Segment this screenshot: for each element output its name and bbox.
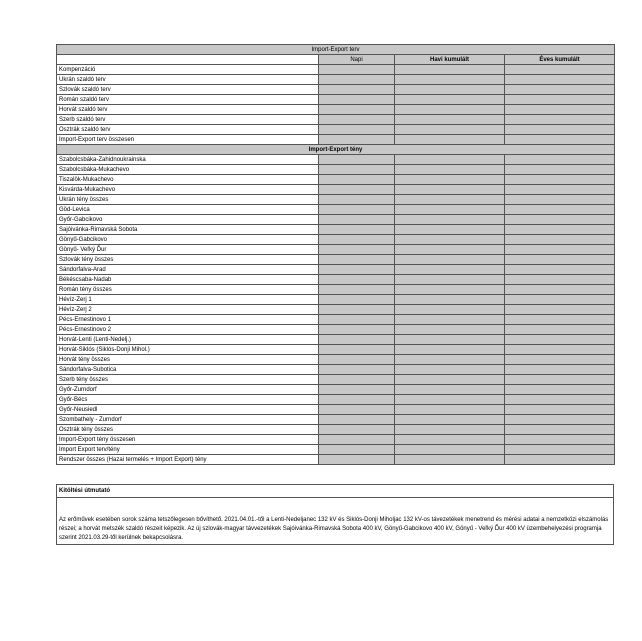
row-label: Gönyű-Gabcikovo — [57, 235, 319, 245]
daily-value-cell[interactable] — [319, 295, 395, 305]
table-row — [57, 65, 615, 75]
row-label: Hévíz-Zerj 1 — [57, 295, 319, 305]
row-label: Rendszer összes (Hazai termelés + Import Export) tény — [57, 455, 319, 465]
daily-value-cell[interactable] — [319, 65, 395, 75]
column-header-yearly: Éves kumulált — [505, 55, 615, 65]
table-row — [57, 425, 615, 435]
yearly-value-cell[interactable] — [505, 95, 615, 105]
table-row — [57, 285, 615, 295]
row-label: Ukrán tény összes — [57, 195, 319, 205]
monthly-value-cell[interactable] — [395, 375, 505, 385]
monthly-value-cell[interactable] — [395, 155, 505, 165]
row-label: Román tény összes — [57, 285, 319, 295]
daily-value-cell[interactable] — [319, 245, 395, 255]
monthly-value-cell[interactable] — [395, 335, 505, 345]
table-row — [57, 175, 615, 185]
row-label: Szombathely - Zurndorf — [57, 415, 319, 425]
yearly-value-cell[interactable] — [505, 325, 615, 335]
yearly-value-cell[interactable] — [505, 125, 615, 135]
monthly-value-cell[interactable] — [395, 135, 505, 145]
yearly-value-cell[interactable] — [505, 395, 615, 405]
table-row — [57, 355, 615, 365]
yearly-value-cell[interactable] — [505, 435, 615, 445]
monthly-value-cell[interactable] — [395, 185, 505, 195]
monthly-value-cell[interactable] — [395, 315, 505, 325]
daily-value-cell[interactable] — [319, 335, 395, 345]
row-label: Kompenzáció — [57, 65, 319, 75]
monthly-value-cell[interactable] — [395, 365, 505, 375]
yearly-value-cell[interactable] — [505, 275, 615, 285]
row-label: Sajóivánka-Rimavská Sobota — [57, 225, 319, 235]
table-row — [57, 135, 615, 145]
row-label: Sándorfalva-Subotica — [57, 365, 319, 375]
row-label: Győr-Zurndorf — [57, 385, 319, 395]
table-row — [57, 105, 615, 115]
daily-value-cell[interactable] — [319, 135, 395, 145]
yearly-value-cell[interactable] — [505, 385, 615, 395]
daily-value-cell[interactable] — [319, 195, 395, 205]
monthly-value-cell[interactable] — [395, 105, 505, 115]
row-label: Hévíz-Zerj 2 — [57, 305, 319, 315]
table-row — [57, 375, 615, 385]
yearly-value-cell[interactable] — [505, 445, 615, 455]
table-row — [57, 415, 615, 425]
yearly-value-cell[interactable] — [505, 185, 615, 195]
daily-value-cell[interactable] — [319, 75, 395, 85]
daily-value-cell[interactable] — [319, 345, 395, 355]
table-row — [57, 435, 615, 445]
monthly-value-cell[interactable] — [395, 75, 505, 85]
row-label: Szerb tény összes — [57, 375, 319, 385]
monthly-value-cell[interactable] — [395, 65, 505, 75]
row-label: Szlovák szaldó terv — [57, 85, 319, 95]
daily-value-cell[interactable] — [319, 455, 395, 465]
yearly-value-cell[interactable] — [505, 375, 615, 385]
row-label: Ukrán szaldó terv — [57, 75, 319, 85]
table-row — [57, 315, 615, 325]
table-row — [57, 165, 615, 175]
row-label: Győr-Bécs — [57, 395, 319, 405]
daily-value-cell[interactable] — [319, 365, 395, 375]
section-title: Import-Export tény — [57, 145, 615, 155]
daily-value-cell[interactable] — [319, 265, 395, 275]
monthly-value-cell[interactable] — [395, 395, 505, 405]
yearly-value-cell[interactable] — [505, 195, 615, 205]
monthly-value-cell[interactable] — [395, 265, 505, 275]
table-row — [57, 325, 615, 335]
table-row — [57, 335, 615, 345]
row-label: Szabolcsbáka-Mukachevo — [57, 165, 319, 175]
row-label: Import-Export tény összesen — [57, 435, 319, 445]
monthly-value-cell[interactable] — [395, 405, 505, 415]
table-row — [57, 265, 615, 275]
yearly-value-cell[interactable] — [505, 295, 615, 305]
daily-value-cell[interactable] — [319, 175, 395, 185]
table-row — [57, 235, 615, 245]
yearly-value-cell[interactable] — [505, 415, 615, 425]
daily-value-cell[interactable] — [319, 215, 395, 225]
row-label: Gönyű- Veľký Ďur — [57, 245, 319, 255]
row-label: Osztrák tény összes — [57, 425, 319, 435]
monthly-value-cell[interactable] — [395, 355, 505, 365]
row-label: Import Export terv/tény — [57, 445, 319, 455]
yearly-value-cell[interactable] — [505, 365, 615, 375]
yearly-value-cell[interactable] — [505, 65, 615, 75]
yearly-value-cell[interactable] — [505, 425, 615, 435]
daily-value-cell[interactable] — [319, 165, 395, 175]
monthly-value-cell[interactable] — [395, 195, 505, 205]
monthly-value-cell[interactable] — [395, 275, 505, 285]
monthly-value-cell[interactable] — [395, 235, 505, 245]
daily-value-cell[interactable] — [319, 385, 395, 395]
table-row — [57, 195, 615, 205]
daily-value-cell[interactable] — [319, 105, 395, 115]
monthly-value-cell[interactable] — [395, 295, 505, 305]
monthly-value-cell[interactable] — [395, 325, 505, 335]
table-row — [57, 365, 615, 375]
daily-value-cell[interactable] — [319, 395, 395, 405]
yearly-value-cell[interactable] — [505, 105, 615, 115]
daily-value-cell[interactable] — [319, 185, 395, 195]
monthly-value-cell[interactable] — [395, 225, 505, 235]
row-label: Szabolcsbáka-Zahidnoukrainska — [57, 155, 319, 165]
table-row — [57, 385, 615, 395]
yearly-value-cell[interactable] — [505, 75, 615, 85]
yearly-value-cell[interactable] — [505, 225, 615, 235]
yearly-value-cell[interactable] — [505, 335, 615, 345]
column-header-monthly: Havi kumulált — [395, 55, 505, 65]
monthly-value-cell[interactable] — [395, 115, 505, 125]
row-label: Horvát-Lenti (Lenti-Nedelj.) — [57, 335, 319, 345]
row-label: Sándorfalva-Arad — [57, 265, 319, 275]
table-row — [57, 185, 615, 195]
row-label: Göd-Levica — [57, 205, 319, 215]
yearly-value-cell[interactable] — [505, 165, 615, 175]
table-title: Import-Export terv — [57, 45, 615, 55]
daily-value-cell[interactable] — [319, 225, 395, 235]
daily-value-cell[interactable] — [319, 255, 395, 265]
row-label: Pécs-Ernestinovo 1 — [57, 315, 319, 325]
daily-value-cell[interactable] — [319, 305, 395, 315]
monthly-value-cell[interactable] — [395, 165, 505, 175]
yearly-value-cell[interactable] — [505, 155, 615, 165]
monthly-value-cell[interactable] — [395, 255, 505, 265]
monthly-value-cell[interactable] — [395, 385, 505, 395]
yearly-value-cell[interactable] — [505, 315, 615, 325]
monthly-value-cell[interactable] — [395, 445, 505, 455]
section-header-row — [57, 145, 615, 155]
instructions-box — [56, 484, 614, 545]
daily-value-cell[interactable] — [319, 125, 395, 135]
row-label: Horvát-Siklós (Siklós-Donji Mihol.) — [57, 345, 319, 355]
daily-value-cell[interactable] — [319, 155, 395, 165]
yearly-value-cell[interactable] — [505, 205, 615, 215]
instructions-title: Kitöltési útmutató — [57, 485, 614, 498]
monthly-value-cell[interactable] — [395, 285, 505, 295]
daily-value-cell[interactable] — [319, 85, 395, 95]
yearly-value-cell[interactable] — [505, 85, 615, 95]
table-row — [57, 215, 615, 225]
monthly-value-cell[interactable] — [395, 205, 505, 215]
daily-value-cell[interactable] — [319, 445, 395, 455]
monthly-value-cell[interactable] — [395, 455, 505, 465]
header-corner-cell — [57, 55, 319, 65]
daily-value-cell[interactable] — [319, 415, 395, 425]
table-row — [57, 115, 615, 125]
table-row — [57, 275, 615, 285]
monthly-value-cell[interactable] — [395, 345, 505, 355]
yearly-value-cell[interactable] — [505, 175, 615, 185]
row-label: Győr-Neusiedl — [57, 405, 319, 415]
row-label: Pécs-Ernestinovo 2 — [57, 325, 319, 335]
instructions-text: Az erőművek esetében sorok száma tetszőlegesen bővíthető. 2021.04.01.-től a Lenti-Nedeljanec 132 kV és Siklós-Donji Miholjac 132 kV-os távezetékek menetrend és mérési adatai a nemzetközi elszámolás részei; a horvát metszék szaldó részeit képezik. Az új szlovák-magyar távvezetékek Sajóivánka-Rimavská Sobota 400 kV, Gönyű-Gabcikovo 400 kV, Gönyű - Veľký Ďur 400 kV üzembehelyezési programja szerint 2021.03.29-től kerülnek bekapcsolásra. — [57, 498, 614, 545]
row-label: Osztrák szaldó terv — [57, 125, 319, 135]
column-header-row — [57, 55, 615, 65]
row-label: Horvát tény összes — [57, 355, 319, 365]
daily-value-cell[interactable] — [319, 285, 395, 295]
daily-value-cell[interactable] — [319, 95, 395, 105]
table-row — [57, 125, 615, 135]
yearly-value-cell[interactable] — [505, 235, 615, 245]
row-label: Szerb szaldó terv — [57, 115, 319, 125]
daily-value-cell[interactable] — [319, 425, 395, 435]
table-row — [57, 155, 615, 165]
table-row — [57, 225, 615, 235]
yearly-value-cell[interactable] — [505, 345, 615, 355]
table-row — [57, 245, 615, 255]
row-label: Román szaldó terv — [57, 95, 319, 105]
monthly-value-cell[interactable] — [395, 305, 505, 315]
yearly-value-cell[interactable] — [505, 245, 615, 255]
yearly-value-cell[interactable] — [505, 285, 615, 295]
row-label: Kisvárda-Mukachevo — [57, 185, 319, 195]
table-row — [57, 395, 615, 405]
yearly-value-cell[interactable] — [505, 255, 615, 265]
yearly-value-cell[interactable] — [505, 215, 615, 225]
monthly-value-cell[interactable] — [395, 85, 505, 95]
yearly-value-cell[interactable] — [505, 135, 615, 145]
row-label: Tiszalök-Mukachevo — [57, 175, 319, 185]
monthly-value-cell[interactable] — [395, 215, 505, 225]
monthly-value-cell[interactable] — [395, 245, 505, 255]
row-label: Békéscsaba-Nadab — [57, 275, 319, 285]
daily-value-cell[interactable] — [319, 355, 395, 365]
yearly-value-cell[interactable] — [505, 405, 615, 415]
table-row — [57, 85, 615, 95]
row-label: Horvát szaldó terv — [57, 105, 319, 115]
daily-value-cell[interactable] — [319, 315, 395, 325]
yearly-value-cell[interactable] — [505, 115, 615, 125]
monthly-value-cell[interactable] — [395, 95, 505, 105]
daily-value-cell[interactable] — [319, 325, 395, 335]
import-export-table — [56, 44, 615, 465]
table-row — [57, 345, 615, 355]
daily-value-cell[interactable] — [319, 205, 395, 215]
table-row — [57, 95, 615, 105]
table-title-row — [57, 45, 615, 55]
monthly-value-cell[interactable] — [395, 435, 505, 445]
daily-value-cell[interactable] — [319, 235, 395, 245]
daily-value-cell[interactable] — [319, 375, 395, 385]
daily-value-cell[interactable] — [319, 435, 395, 445]
table-row — [57, 405, 615, 415]
column-header-daily: Napi — [319, 55, 395, 65]
row-label: Szlovák tény összes — [57, 255, 319, 265]
monthly-value-cell[interactable] — [395, 425, 505, 435]
daily-value-cell[interactable] — [319, 115, 395, 125]
table-row — [57, 455, 615, 465]
yearly-value-cell[interactable] — [505, 265, 615, 275]
daily-value-cell[interactable] — [319, 405, 395, 415]
table-row — [57, 205, 615, 215]
row-label: Győr-Gabcikovo — [57, 215, 319, 225]
table-row — [57, 295, 615, 305]
monthly-value-cell[interactable] — [395, 415, 505, 425]
yearly-value-cell[interactable] — [505, 305, 615, 315]
table-row — [57, 445, 615, 455]
table-row — [57, 305, 615, 315]
yearly-value-cell[interactable] — [505, 455, 615, 465]
monthly-value-cell[interactable] — [395, 125, 505, 135]
row-label: Import-Export terv összesen — [57, 135, 319, 145]
daily-value-cell[interactable] — [319, 275, 395, 285]
table-row — [57, 75, 615, 85]
monthly-value-cell[interactable] — [395, 175, 505, 185]
table-row — [57, 255, 615, 265]
yearly-value-cell[interactable] — [505, 355, 615, 365]
